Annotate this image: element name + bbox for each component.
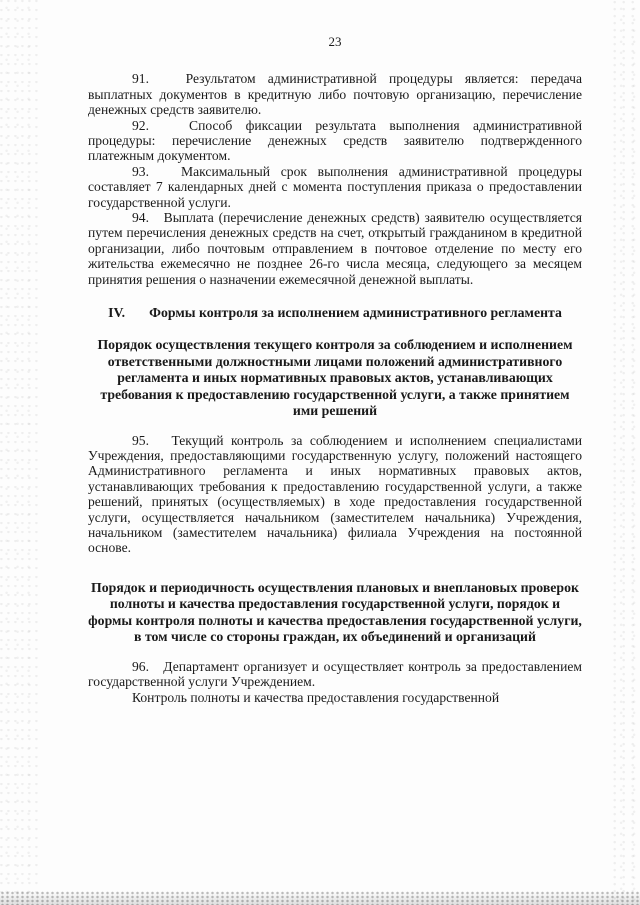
paragraph-93: 93. Максимальный срок выполнения административной процедуры составляет 7 календарных дней с момента поступления приказа о предоставлении государственной услуги.: [88, 163, 582, 210]
paragraph-control: Контроль полноты и качества предоставления государственной: [132, 689, 500, 705]
subsection-1-title: Порядок осуществления текущего контроля за соблюдением и исполнением ответственными должностными лицами положений административного регламента и иных нормативных правовых актов, устанавливающих требования к предоставлению государственной услуги, а также принятием ими решений: [97, 337, 573, 419]
page-content: [88, 34, 582, 705]
paragraph-96: 96. Департамент организует и осуществляет контроль за предоставлением государственной услуги Учреждением.: [88, 658, 582, 690]
paragraph-94: 94. Выплата (перечисление денежных средств) заявителю осуществляется путем перечисления денежных средств на счет, открытый гражданином в кредитной организации, либо почтовым отправлением в почтовое отделение по месту его жительства ежемесячно не позднее 26-го числа месяца, следующего за месяцем принятия решения о назначении ежемесячной денежной выплаты.: [88, 210, 582, 287]
section-heading: [88, 305, 582, 321]
paragraph-92: 92. Способ фиксации результата выполнения административной процедуры: перечисление денежных средств заявителю подтвержденного платежным документом.: [88, 117, 582, 164]
subsection-2-title: Порядок и периодичность осуществления плановых и внеплановых проверок полноты и качества предоставления государственной услуги, порядок и формы контроля полноты и качества предоставления государственной услуги, в том числе со стороны граждан, их объединений и организаций: [88, 579, 582, 645]
scan-edge-right: [612, 0, 640, 905]
section-number: IV.: [108, 305, 126, 321]
page-number: 23: [328, 34, 342, 49]
scan-edge-bottom: [0, 891, 640, 905]
scan-edge-left: [0, 0, 38, 905]
paragraph-91: 91. Результатом административной процедуры является: передача выплатных документов в кредитную либо почтовую организацию, перечисление денежных средств заявителю.: [88, 71, 582, 118]
paragraph-95: 95. Текущий контроль за соблюдением и исполнением специалистами Учреждения, предоставляющими государственную услугу, положений настоящего Административного регламента и иных нормативных правовых актов, устанавливающих требования к предоставлению государственной услуги, а также решений, принятых (осуществляемых) в ходе предоставления государственной услуги, осуществляется начальником (заместителем начальника) Учреждения, начальником (заместителем начальника) филиала Учреждения на постоянной основе.: [88, 432, 582, 556]
section-title: Формы контроля за исполнением административного регламента: [149, 305, 562, 321]
